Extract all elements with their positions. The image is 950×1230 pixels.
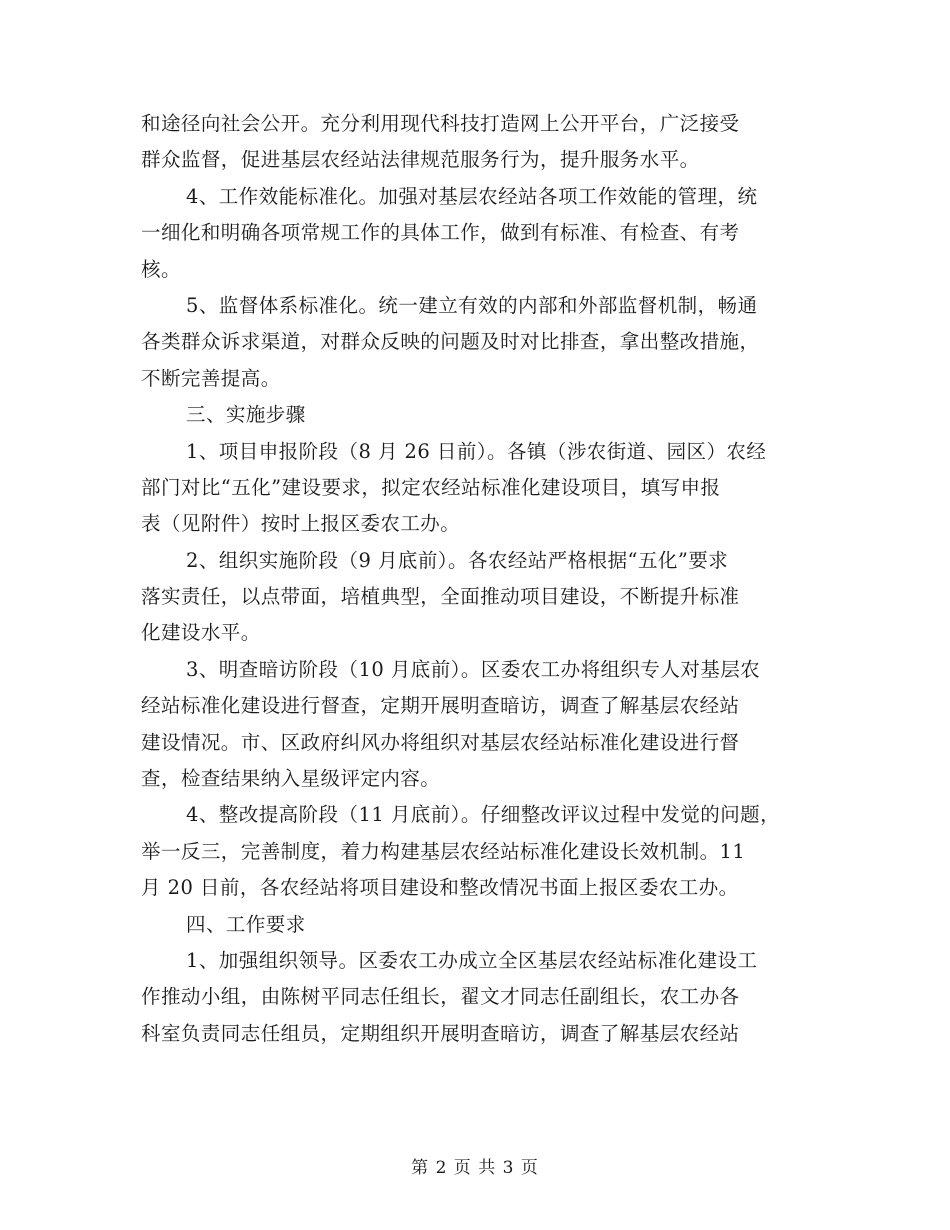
- text-line: 举一反三，完善制度，着力构建基层农经站标准化建设长效机制。11: [141, 839, 746, 863]
- text-line: 落实责任，以点带面，培植典型，全面推动项目建设，不断提升标准: [141, 585, 740, 609]
- text-line: 5、监督体系标准化。统一建立有效的内部和外部监督机制，畅通: [186, 293, 758, 317]
- text-line: 4、工作效能标准化。加强对基层农经站各项工作效能的管理，统: [186, 184, 758, 208]
- text-line: 建设情况。市、区政府纠风办将组织对基层农经站标准化建设进行督: [141, 730, 740, 754]
- text-line: 群众监督，促进基层农经站法律规范服务行为，提升服务水平。: [141, 148, 700, 172]
- text-line: 1、加强组织领导。区委农工办成立全区基层农经站标准化建设工: [186, 948, 758, 972]
- text-line: 月 20 日前，各农经站将项目建设和整改情况书面上报区委农工办。: [141, 876, 739, 900]
- text-line: 和途径向社会公开。充分利用现代科技打造网上公开平台，广泛接受: [141, 112, 740, 135]
- page-number-footer: 第 2 页 共 3 页: [411, 1158, 539, 1178]
- text-line: 3、明查暗访阶段（10 月底前）。区委农工办将组织专人对基层农: [186, 657, 761, 681]
- text-line: 2、组织实施阶段（9 月底前）。各农经站严格根据“五化”要求: [186, 548, 729, 572]
- text-line: 1、项目申报阶段（8 月 26 日前）。各镇（涉农街道、园区）农经: [186, 439, 767, 463]
- text-line: 各类群众诉求渠道，对群众反映的问题及时对比排查，拿出整改措施，: [141, 330, 760, 354]
- text-line: 4、整改提高阶段（11 月底前）。仔细整改评议过程中发觉的问题，: [186, 803, 781, 827]
- text-line: 部门对比“五化”建设要求，拟定农经站标准化建设项目，填写申报: [141, 475, 721, 499]
- text-line: 三、实施步骤: [186, 403, 306, 427]
- text-line: 核。: [141, 257, 181, 281]
- text-line: 一细化和明确各项常规工作的具体工作，做到有标准、有检查、有考: [141, 221, 740, 245]
- text-line: 经站标准化建设进行督查，定期开展明查暗访，调查了解基层农经站: [141, 694, 740, 718]
- text-line: 四、工作要求: [186, 912, 306, 936]
- document-body: [141, 106, 821, 1052]
- text-line: 化建设水平。: [141, 621, 261, 645]
- text-line: 科室负责同志任组员，定期组织开展明查暗访，调查了解基层农经站: [141, 1021, 740, 1045]
- text-line: 表（见附件）按时上报区委农工办。: [141, 512, 461, 536]
- text-line: 作推动小组，由陈树平同志任组长，翟文才同志任副组长，农工办各: [141, 985, 740, 1009]
- text-line: 查，检查结果纳入星级评定内容。: [141, 767, 441, 791]
- text-line: 不断完善提高。: [141, 366, 281, 390]
